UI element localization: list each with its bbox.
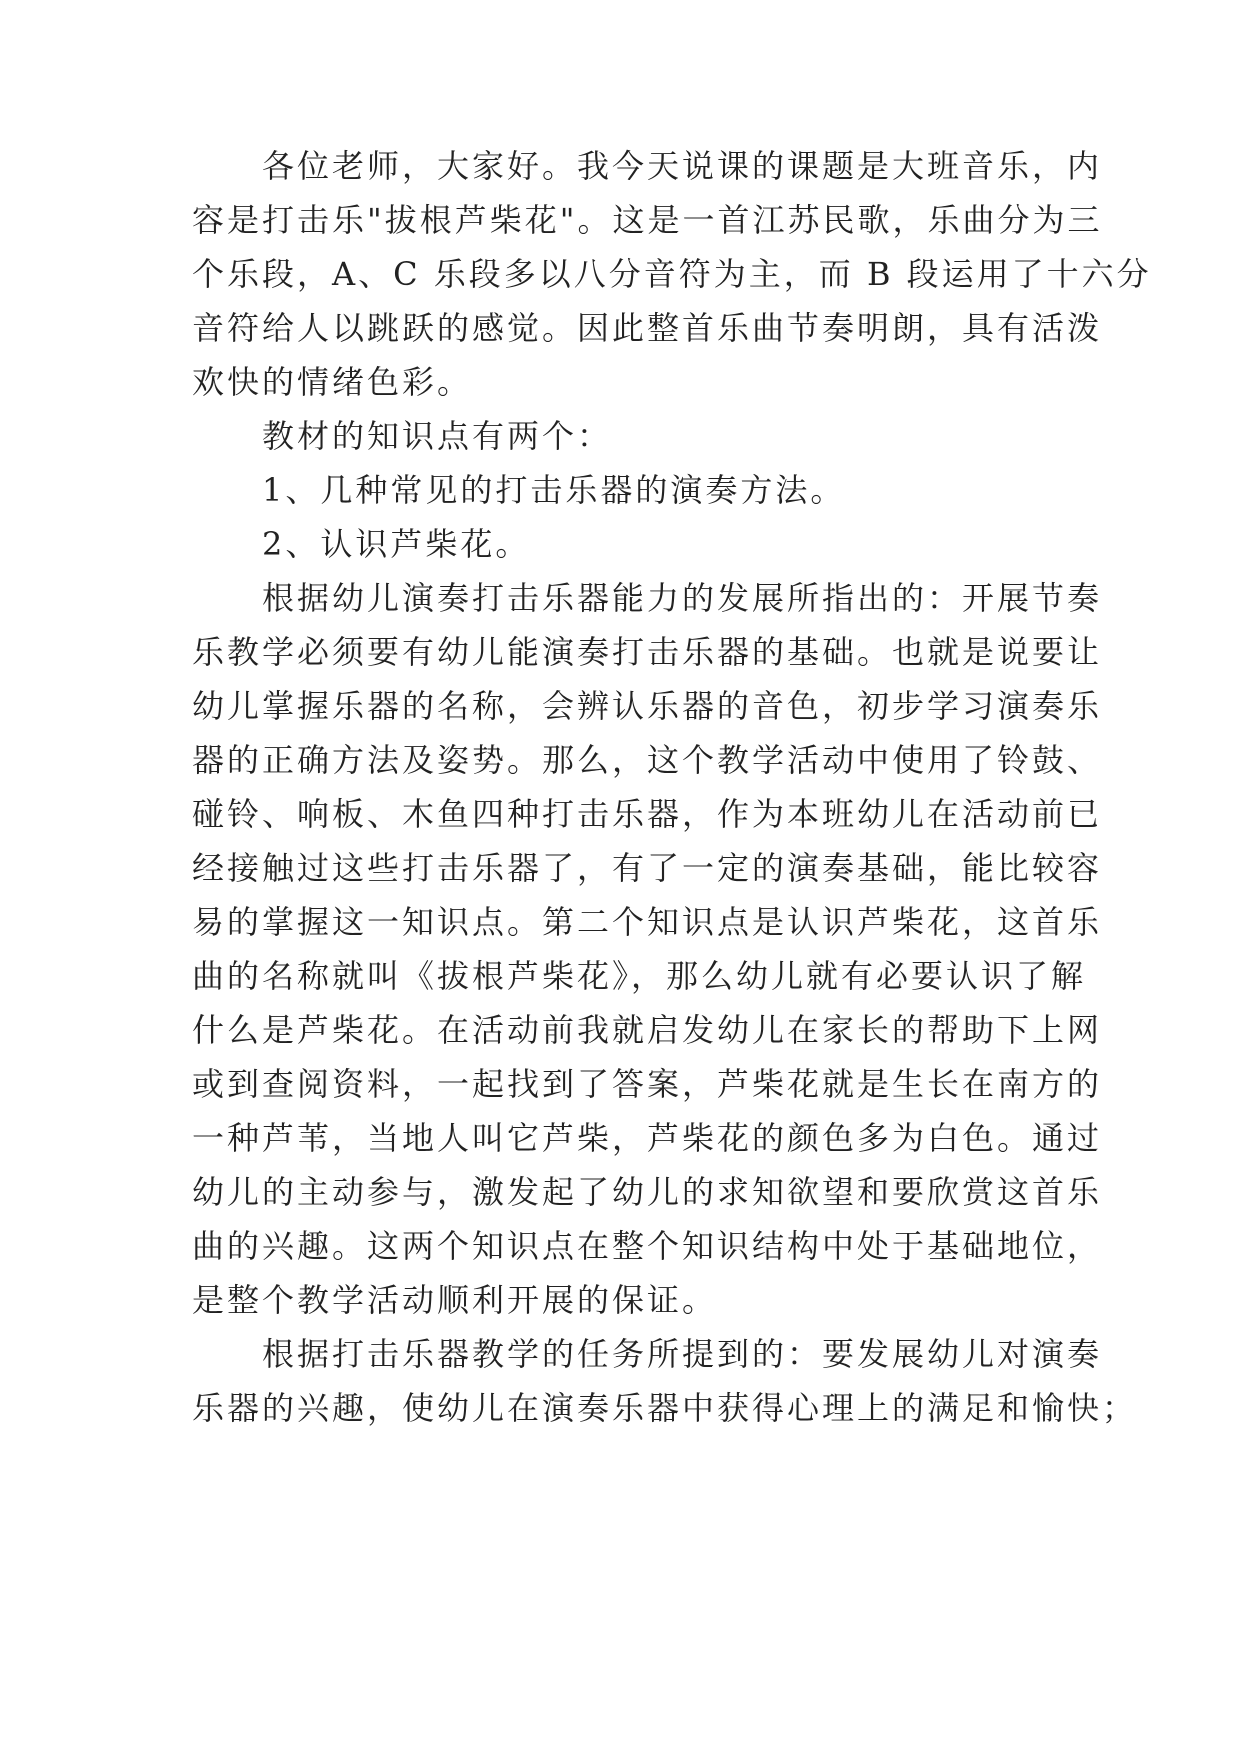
text-line: 1、几种常见的打击乐器的演奏方法。	[192, 471, 846, 509]
text-line: 器的正确方法及姿势。那么，这个教学活动中使用了铃鼓、	[192, 741, 1103, 779]
text-line: 容是打击乐"拔根芦柴花"。这是一首江苏民歌，乐曲分为三	[192, 201, 1103, 239]
text-line: 个乐段，A、C 乐段多以八分音符为主，而 B 段运用了十六分	[192, 255, 1152, 293]
text-line: 碰铃、响板、木鱼四种打击乐器，作为本班幼儿在活动前已	[192, 795, 1103, 833]
text-line: 根据打击乐器教学的任务所提到的：要发展幼儿对演奏	[192, 1335, 1103, 1373]
text-line: 经接触过这些打击乐器了，有了一定的演奏基础，能比较容	[192, 849, 1103, 887]
text-line: 幼儿的主动参与，激发起了幼儿的求知欲望和要欣赏这首乐	[192, 1173, 1103, 1211]
text-line: 2、认识芦柴花。	[192, 525, 531, 563]
text-line: 或到查阅资料，一起找到了答案，芦柴花就是生长在南方的	[192, 1065, 1103, 1103]
text-line: 欢快的情绪色彩。	[192, 363, 473, 401]
text-line: 曲的名称就叫《拔根芦柴花》，那么幼儿就有必要认识了解	[192, 957, 1087, 995]
text-line: 幼儿掌握乐器的名称，会辨认乐器的音色，初步学习演奏乐	[192, 687, 1103, 725]
text-line: 根据幼儿演奏打击乐器能力的发展所指出的：开展节奏	[192, 579, 1103, 617]
text-line: 乐教学必须要有幼儿能演奏打击乐器的基础。也就是说要让	[192, 633, 1103, 671]
text-line: 是整个教学活动顺利开展的保证。	[192, 1281, 718, 1319]
text-line: 教材的知识点有两个：	[192, 417, 613, 455]
text-line: 各位老师，大家好。我今天说课的课题是大班音乐，内	[192, 147, 1103, 185]
text-line: 什么是芦柴花。在活动前我就启发幼儿在家长的帮助下上网	[192, 1011, 1103, 1049]
text-line: 音符给人以跳跃的感觉。因此整首乐曲节奏明朗，具有活泼	[192, 309, 1103, 347]
text-line: 一种芦苇，当地人叫它芦柴，芦柴花的颜色多为白色。通过	[192, 1119, 1103, 1157]
text-line: 曲的兴趣。这两个知识点在整个知识结构中处于基础地位，	[192, 1227, 1103, 1265]
text-line: 乐器的兴趣，使幼儿在演奏乐器中获得心理上的满足和愉快；	[192, 1389, 1138, 1427]
text-line: 易的掌握这一知识点。第二个知识点是认识芦柴花，这首乐	[192, 903, 1103, 941]
